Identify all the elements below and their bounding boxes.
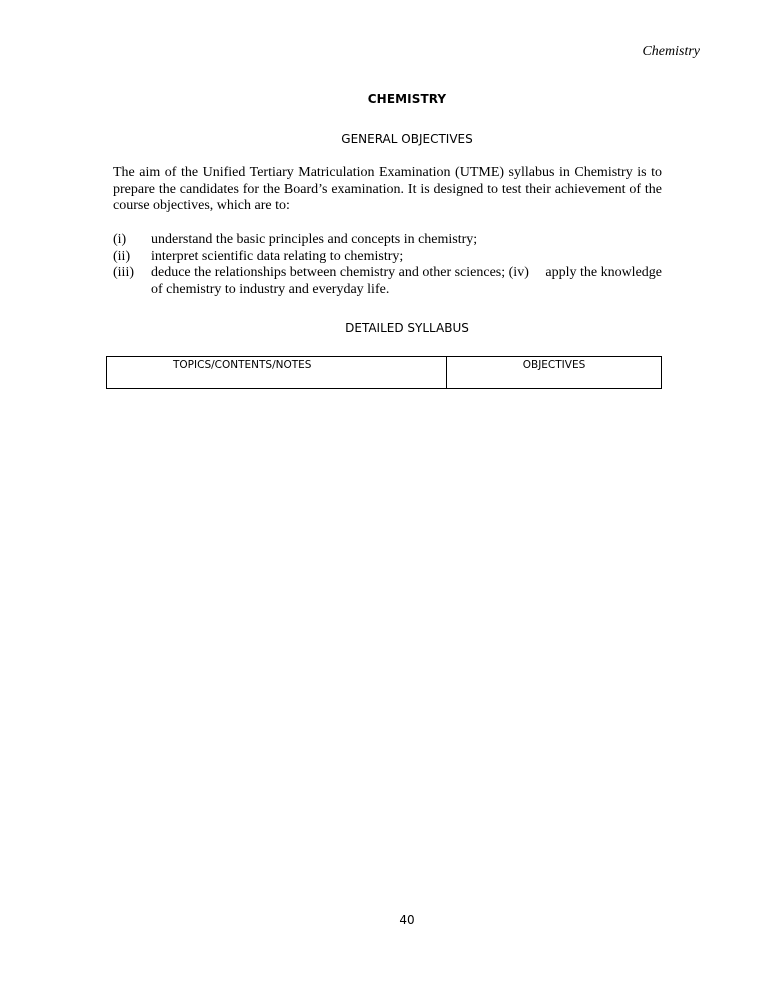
running-header: Chemistry <box>642 44 700 59</box>
page-number: 40 <box>399 913 415 927</box>
list-item <box>113 232 662 249</box>
list-item-number: (iii) <box>113 265 134 280</box>
list-item-number: (ii) <box>113 248 131 264</box>
table-header-topics: TOPICS/CONTENTS/NOTES <box>107 357 447 389</box>
list-item <box>113 249 662 266</box>
list-item-text-continued: of chemistry to industry and everyday life. <box>151 281 390 297</box>
list-item-text-left: deduce the relationships between chemistry and other sciences; (iv) <box>151 265 529 280</box>
objectives-list <box>113 232 662 298</box>
list-item-number: (i) <box>113 232 127 247</box>
table-header-row <box>107 357 662 389</box>
section-subtitle: GENERAL OBJECTIVES <box>341 132 473 146</box>
list-item-text: understand the basic principles and concepts in chemistry; <box>151 232 478 247</box>
syllabus-table <box>106 356 662 389</box>
list-item-text <box>151 265 662 298</box>
list-item-text: interpret scientific data relating to chemistry; <box>151 248 404 264</box>
table-header-objectives: OBJECTIVES <box>447 357 662 389</box>
page-title: CHEMISTRY <box>367 92 447 106</box>
list-item <box>113 265 662 298</box>
list-item-text-right: apply the knowledge <box>545 265 662 280</box>
section-heading: DETAILED SYLLABUS <box>345 321 469 335</box>
intro-paragraph: The aim of the Unified Tertiary Matriculation Examination (UTME) syllabus in Chemistry is to prepare the candidates for the Board’s examination. It is designed to test their achievement of the course objectives, which are to: <box>113 165 662 213</box>
